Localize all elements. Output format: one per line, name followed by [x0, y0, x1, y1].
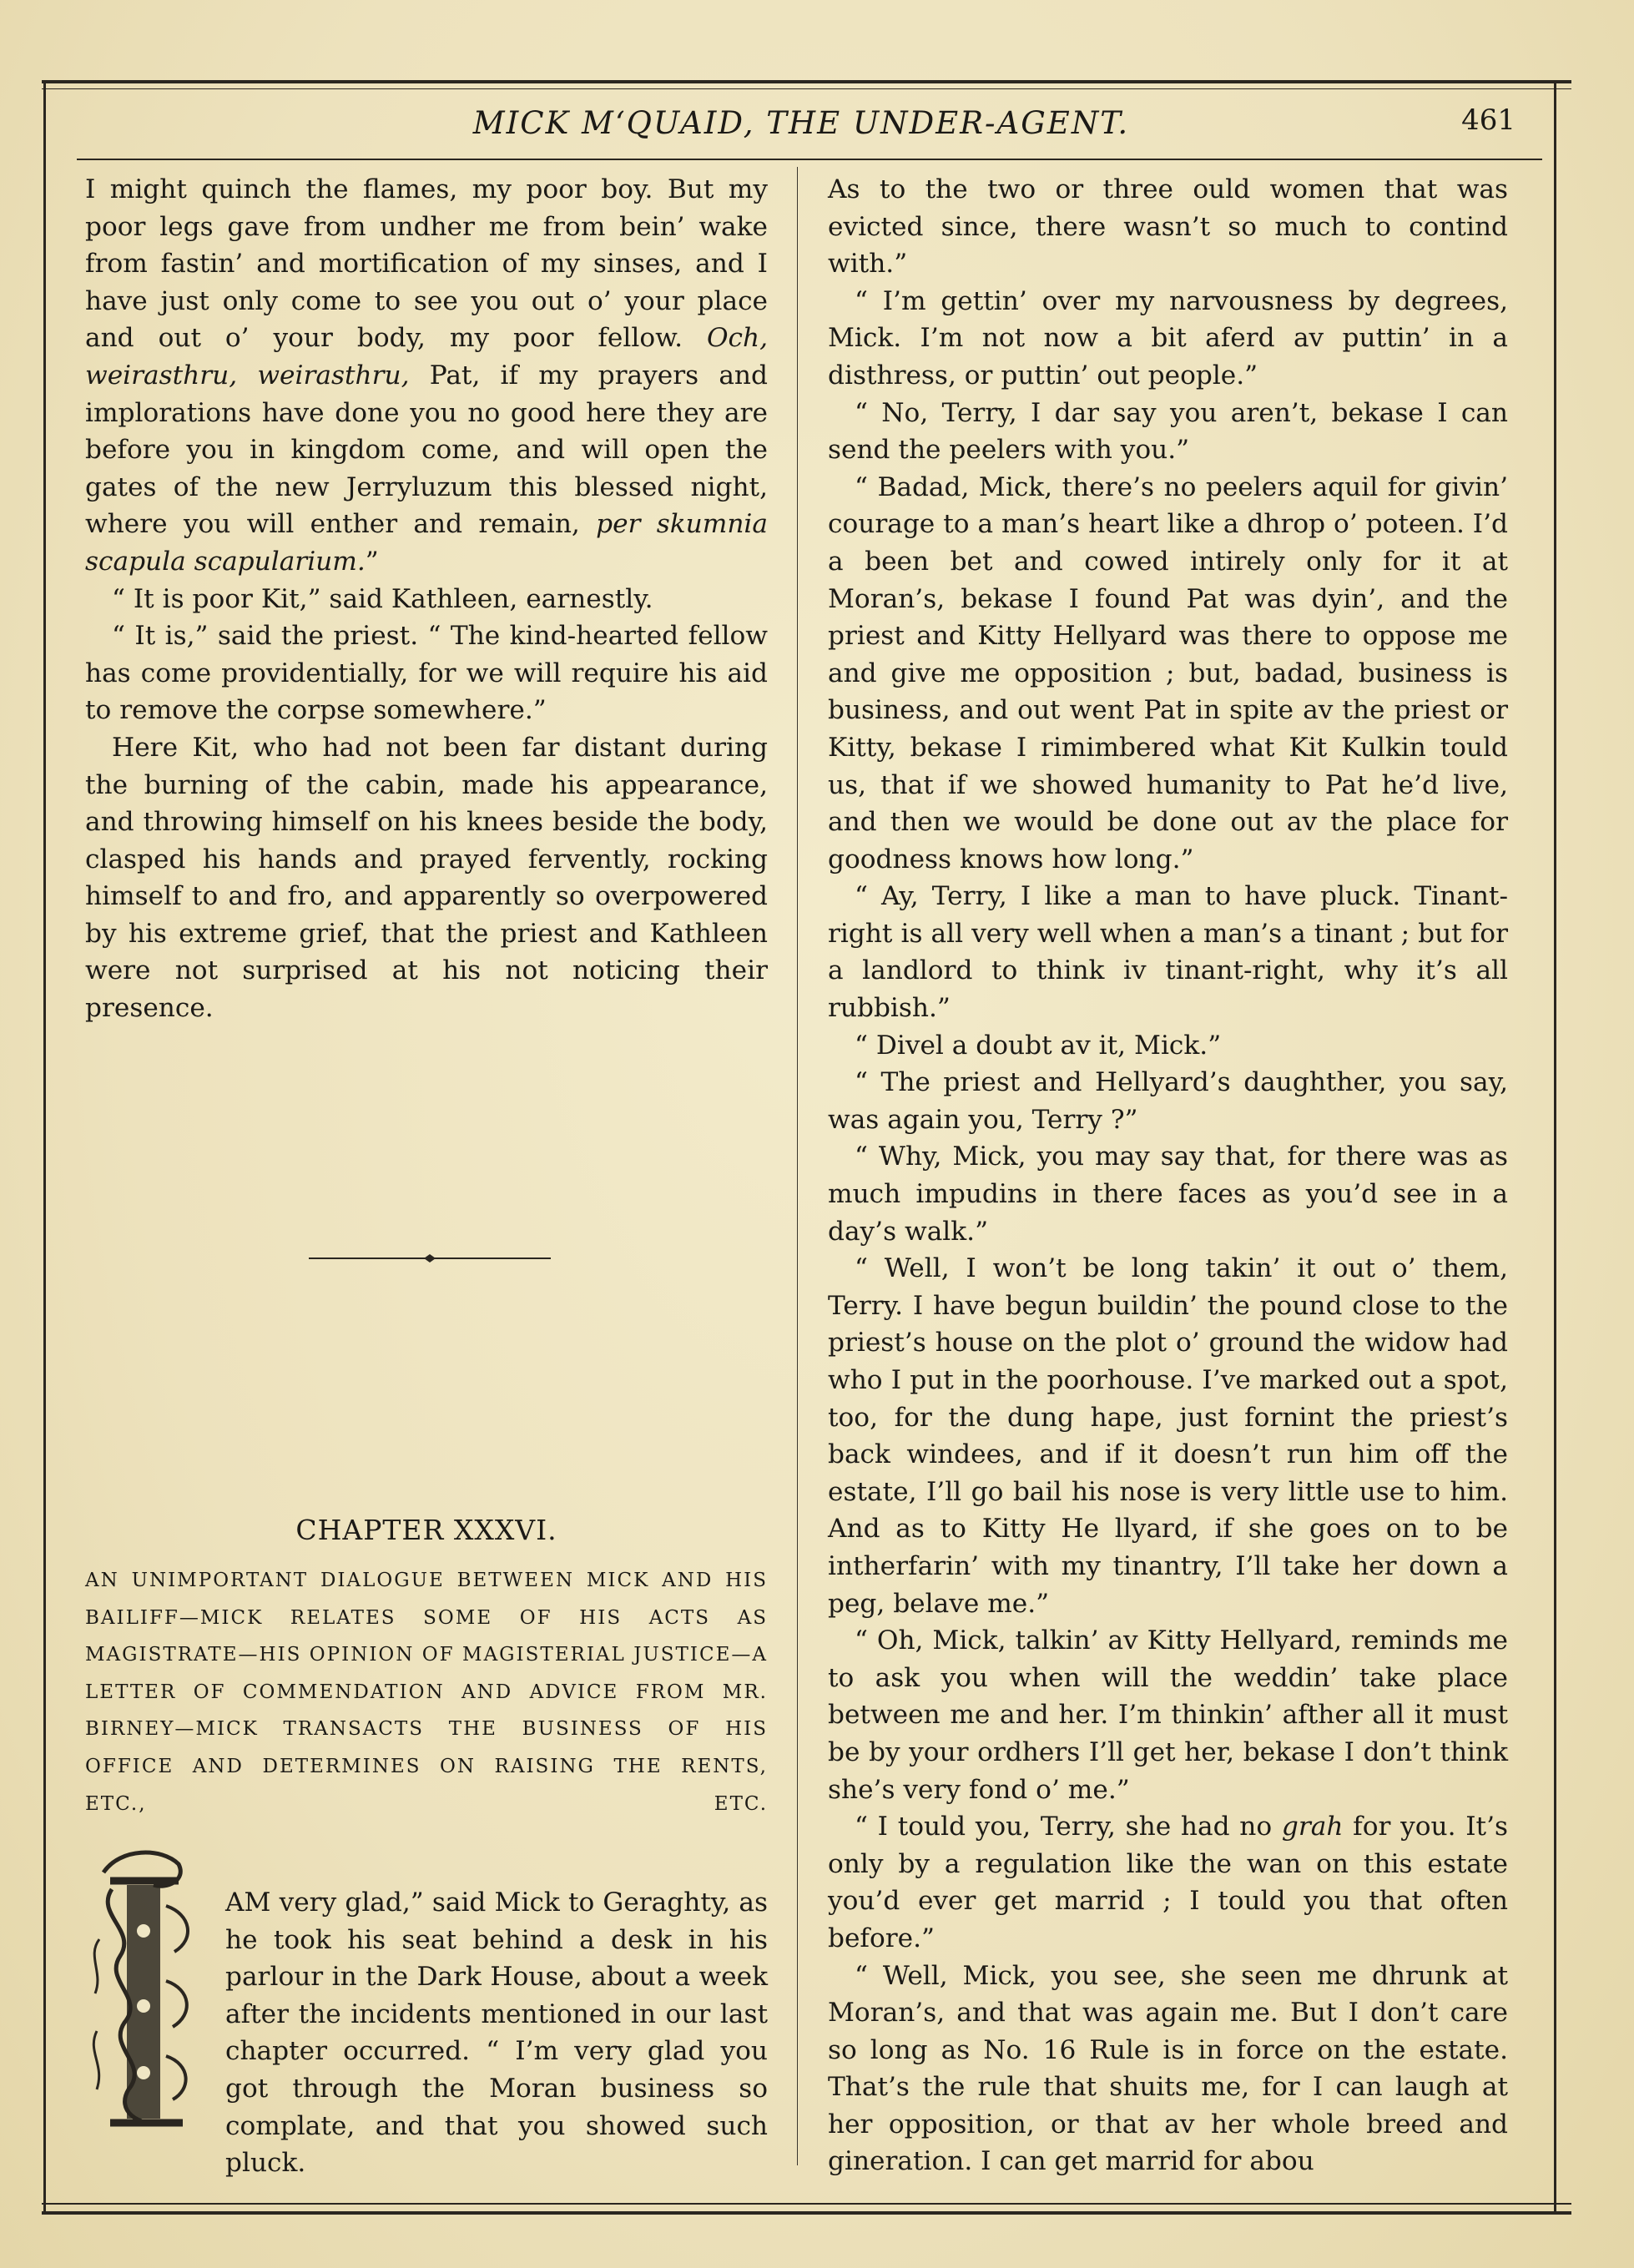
paragraph: “ It is,” said the priest. “ The kind-hearted fellow has come providentially, for we will require his aid to remove the corpse somewhere.”	[85, 621, 768, 726]
text-run: ”	[365, 546, 379, 577]
section-divider-ornament	[309, 1250, 551, 1267]
page-number: 461	[1461, 103, 1515, 137]
paragraph: “ Well, I won’t be long takin’ it out o’ them, Terry. I have begun buildin’ the pound close to the priest’s house on the plot o’ ground the widow had who I put in the poorhouse. I’ve marked out a spot, too, for the dung hape, just fornint the priest’s back windees, and if it doesn’t run him off the estate, I’ll go bail his nose is very little use to him. And as to Kitty He llyard, if she goes on to be intherfarin’ with my tinantry, I’ll take her down a peg, belave me.”	[828, 1253, 1508, 1619]
left-border-rule	[43, 83, 46, 2211]
paragraph: “ Ay, Terry, I like a man to have pluck. Tinant-right is all very well when a man’s a tinant ; but for a landlord to think iv tinant-right, why it’s all rubbish.”	[828, 881, 1508, 1024]
right-column	[828, 171, 1508, 2180]
paragraph: “ Well, Mick, you see, she seen me dhrunk at Moran’s, and that was again me. But I don’t care so long as No. 16 Rule is in force on the estate. That’s the rule that shuits me, for I can laugh at her opposition, or that av her whole breed and gineration. I can get marrid for abou	[828, 1960, 1508, 2177]
italic-text-run: Och, weirasthru, weirasthru,	[85, 323, 768, 391]
paragraph: “ It is poor Kit,” said Kathleen, earnestly.	[112, 583, 653, 614]
paragraph: Here Kit, who had not been far distant during the burning of the cabin, made his appearance, and throwing himself on his knees beside the body, clasped his hands and prayed fervently, rocking himself to and fro, and apparently so overpowered by his extreme grief, that the priest and Kathleen were not surprised at his not noticing their presence.	[85, 732, 768, 1024]
left-column	[85, 171, 768, 1027]
paragraph: AM very glad,” said Mick to Geraghty, as he took his seat behind a desk in his parlour in the Dark House, about a week after the incidents mentioned in our last chapter occurred. “ I’m very glad you got through the Moran business so complate, and that you showed such pluck.	[225, 1887, 768, 2179]
paragraph: “ No, Terry, I dar say you aren’t, bekase I can send the peelers with you.”	[828, 397, 1508, 466]
text-run: I might quinch the flames, my poor boy. But my poor legs gave from undher me from bein’ wake from fastin’ and mortification of my sinses, and I have just only come to see you out o’ your place and out o’ your body, my poor fellow.	[85, 174, 768, 354]
italic-text-run: per skumnia scapula scapularium.	[85, 509, 768, 577]
paragraph	[828, 1808, 1508, 1957]
text-run: for you. It’s only by a regulation like the wan on this estate you’d ever get marrid ; I tould you that often before.”	[828, 1812, 1508, 1953]
paragraph: “ I’m gettin’ over my narvousness by degrees, Mick. I’m not now a bit aferd av puttin’ in a disthress, or puttin’ out people.”	[828, 285, 1508, 391]
bottom-border-rule-thin	[42, 2203, 1571, 2205]
right-border-rule	[1554, 83, 1556, 2211]
chapter-opening	[225, 1884, 768, 2182]
top-border-rule-thin	[42, 88, 1571, 89]
chapter-summary: AN UNIMPORTANT DIALOGUE BETWEEN MICK AND HIS BAILIFF—MICK RELATES SOME OF HIS ACTS AS MAGISTRATE—HIS OPINION OF MAGISTERIAL JUSTICE—A LETTER OF COMMENDATION AND ADVICE FROM MR. BIRNEY—MICK TRANSACTS THE BUSINESS OF HIS OFFICE AND DETERMINES ON RAISING THE RENTS, ETC., ETC.	[85, 1570, 768, 1815]
chapter-title: CHAPTER XXXVI.	[295, 1514, 557, 1546]
header-rule	[77, 159, 1542, 160]
top-border-rule	[42, 80, 1571, 83]
italic-text-run: grah	[1281, 1812, 1344, 1842]
paragraph: “ Badad, Mick, there’s no peelers aquil for givin’ courage to a man’s heart like a dhrop o’ poteen. I’d a been bet and cowed intirely only for it at Moran’s, bekase I found Pat was dyin’, and the priest and Kitty Hellyard was there to oppose me and give me opposition ; but, badad, business is business, and out went Pat in spite av the priest or Kitty, bekase I rimimbered what Kit Kulkin tould us, that if we showed humanity to Pat he’d live, and then we would be done out av the place for goodness knows how long.”	[828, 471, 1508, 874]
paragraph: “ The priest and Hellyard’s daughther, you say, was again you, Terry ?”	[828, 1067, 1508, 1135]
text-run: Pat, if my prayers and implorations have done you no good here they are before you in kingdom come, and will open the gates of the new Jerryluzum this blessed night, where you will enther and remain,	[85, 360, 768, 540]
paragraph: As to the two or three ould women that was evicted since, there wasn’t so much to contind with.”	[828, 174, 1508, 280]
running-title: MICK M‘QUAID, THE UNDER-AGENT.	[472, 105, 1130, 141]
paragraph: “ Divel a doubt av it, Mick.”	[855, 1030, 1222, 1061]
text-run: “ I tould you, Terry, she had no	[855, 1812, 1282, 1842]
bottom-border-rule	[42, 2211, 1571, 2215]
paragraph: “ Oh, Mick, talkin’ av Kitty Hellyard, reminds me to ask you when will the weddin’ take place between me and her. I’m thinkin’ afther all it must be by your ordhers I’ll get her, bekase I don’t think she’s very fond o’ me.”	[828, 1625, 1508, 1805]
paragraph	[85, 171, 768, 581]
decorative-initial-letter	[87, 1839, 212, 2148]
column-divider	[797, 167, 798, 2165]
paragraph: “ Why, Mick, you may say that, for there was as much impudins in there faces as you’d see in a day’s walk.”	[828, 1142, 1508, 1247]
